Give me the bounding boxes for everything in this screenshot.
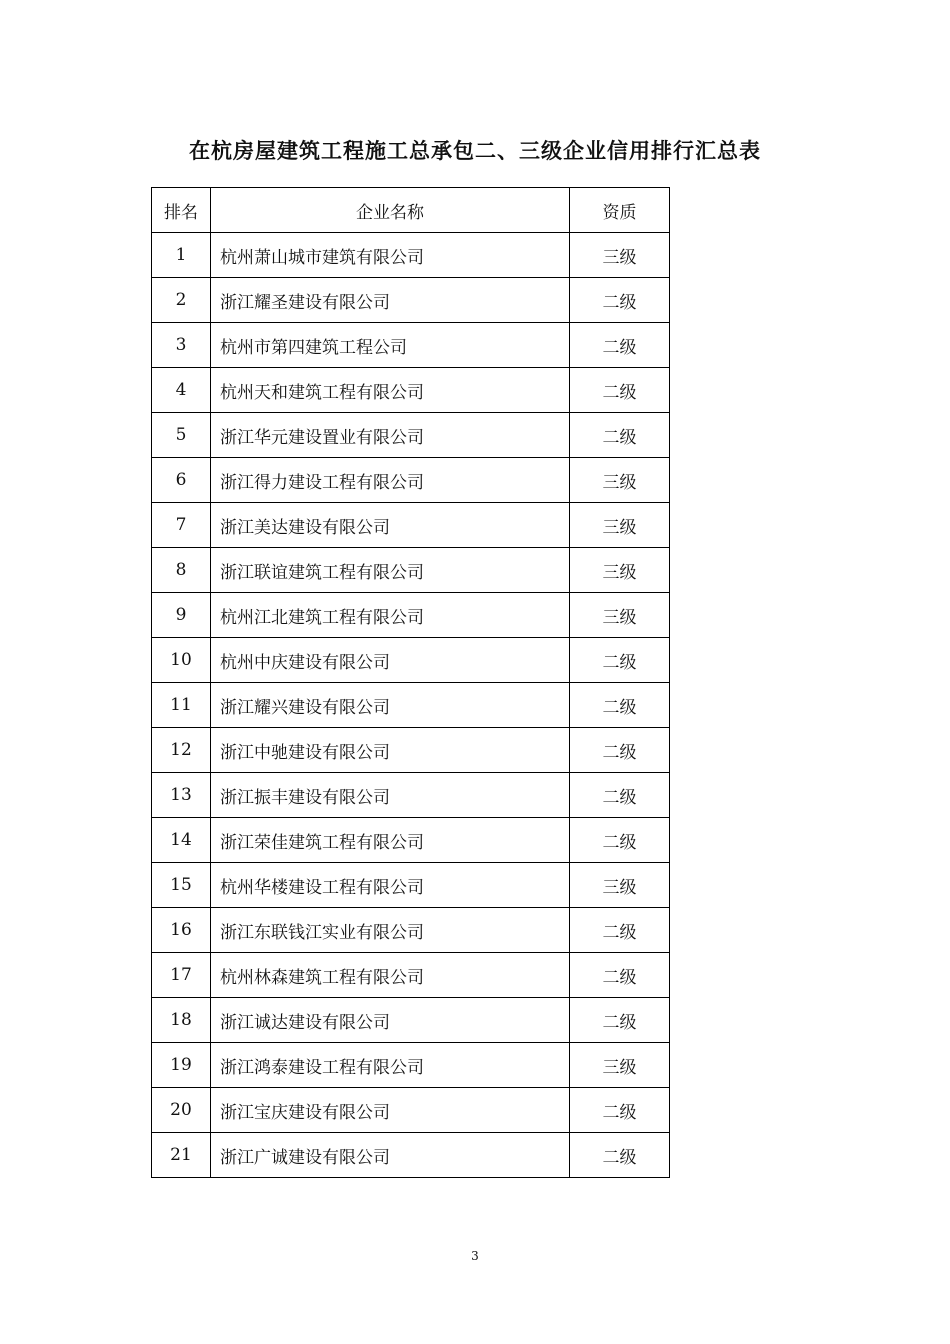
qualification-cell: 二级 (570, 413, 670, 458)
rank-cell: 13 (152, 773, 211, 818)
company-name-cell: 浙江华元建设置业有限公司 (211, 413, 570, 458)
table-row (152, 233, 670, 278)
page-title: 在杭房屋建筑工程施工总承包二、三级企业信用排行汇总表 (189, 139, 761, 163)
company-name-cell: 浙江广诚建设有限公司 (211, 1133, 570, 1178)
rank-cell: 19 (152, 1043, 211, 1088)
qualification-cell: 二级 (570, 818, 670, 863)
rank-cell: 1 (152, 233, 211, 278)
qualification-cell: 二级 (570, 773, 670, 818)
header-company-name: 企业名称 (211, 188, 570, 233)
company-name-cell: 杭州市第四建筑工程公司 (211, 323, 570, 368)
qualification-cell: 三级 (570, 548, 670, 593)
page-number: 3 (471, 1249, 479, 1263)
qualification-cell: 三级 (570, 503, 670, 548)
company-name-cell: 浙江诚达建设有限公司 (211, 998, 570, 1043)
ranking-table (151, 187, 670, 1178)
table-row (152, 593, 670, 638)
company-name-cell: 杭州华楼建设工程有限公司 (211, 863, 570, 908)
qualification-cell: 二级 (570, 683, 670, 728)
table-row (152, 368, 670, 413)
company-name-cell: 浙江美达建设有限公司 (211, 503, 570, 548)
table-row (152, 1088, 670, 1133)
company-name-cell: 浙江耀圣建设有限公司 (211, 278, 570, 323)
qualification-cell: 二级 (570, 638, 670, 683)
rank-cell: 21 (152, 1133, 211, 1178)
table-row (152, 998, 670, 1043)
rank-cell: 18 (152, 998, 211, 1043)
rank-cell: 17 (152, 953, 211, 998)
qualification-cell: 三级 (570, 458, 670, 503)
qualification-cell: 二级 (570, 323, 670, 368)
company-name-cell: 浙江振丰建设有限公司 (211, 773, 570, 818)
header-rank: 排名 (152, 188, 211, 233)
table-row (152, 863, 670, 908)
company-name-cell: 杭州天和建筑工程有限公司 (211, 368, 570, 413)
rank-cell: 2 (152, 278, 211, 323)
table-row (152, 728, 670, 773)
rank-cell: 16 (152, 908, 211, 953)
company-name-cell: 杭州林森建筑工程有限公司 (211, 953, 570, 998)
company-name-cell: 浙江联谊建筑工程有限公司 (211, 548, 570, 593)
rank-cell: 12 (152, 728, 211, 773)
company-name-cell: 浙江中驰建设有限公司 (211, 728, 570, 773)
qualification-cell: 三级 (570, 863, 670, 908)
table-row (152, 1133, 670, 1178)
qualification-cell: 三级 (570, 233, 670, 278)
table-row (152, 413, 670, 458)
table-row (152, 773, 670, 818)
qualification-cell: 二级 (570, 953, 670, 998)
table-row (152, 953, 670, 998)
company-name-cell: 浙江耀兴建设有限公司 (211, 683, 570, 728)
table-row (152, 908, 670, 953)
rank-cell: 5 (152, 413, 211, 458)
table-row (152, 458, 670, 503)
company-name-cell: 浙江荣佳建筑工程有限公司 (211, 818, 570, 863)
qualification-cell: 三级 (570, 1043, 670, 1088)
company-name-cell: 浙江得力建设工程有限公司 (211, 458, 570, 503)
company-name-cell: 杭州中庆建设有限公司 (211, 638, 570, 683)
table-row (152, 1043, 670, 1088)
rank-cell: 20 (152, 1088, 211, 1133)
qualification-cell: 二级 (570, 1133, 670, 1178)
rank-cell: 8 (152, 548, 211, 593)
company-name-cell: 杭州萧山城市建筑有限公司 (211, 233, 570, 278)
table-row (152, 503, 670, 548)
qualification-cell: 二级 (570, 368, 670, 413)
table-row (152, 818, 670, 863)
company-name-cell: 浙江东联钱江实业有限公司 (211, 908, 570, 953)
rank-cell: 6 (152, 458, 211, 503)
table-row (152, 278, 670, 323)
table-row (152, 638, 670, 683)
company-name-cell: 浙江鸿泰建设工程有限公司 (211, 1043, 570, 1088)
company-name-cell: 浙江宝庆建设有限公司 (211, 1088, 570, 1133)
rank-cell: 7 (152, 503, 211, 548)
qualification-cell: 二级 (570, 998, 670, 1043)
header-qualification: 资质 (570, 188, 670, 233)
table-row (152, 323, 670, 368)
qualification-cell: 三级 (570, 593, 670, 638)
rank-cell: 9 (152, 593, 211, 638)
table-row (152, 683, 670, 728)
qualification-cell: 二级 (570, 278, 670, 323)
rank-cell: 4 (152, 368, 211, 413)
qualification-cell: 二级 (570, 1088, 670, 1133)
table-header-row (152, 188, 670, 233)
table-row (152, 548, 670, 593)
rank-cell: 10 (152, 638, 211, 683)
rank-cell: 3 (152, 323, 211, 368)
table-body (152, 233, 670, 1178)
qualification-cell: 二级 (570, 728, 670, 773)
rank-cell: 11 (152, 683, 211, 728)
rank-cell: 15 (152, 863, 211, 908)
company-name-cell: 杭州江北建筑工程有限公司 (211, 593, 570, 638)
qualification-cell: 二级 (570, 908, 670, 953)
rank-cell: 14 (152, 818, 211, 863)
